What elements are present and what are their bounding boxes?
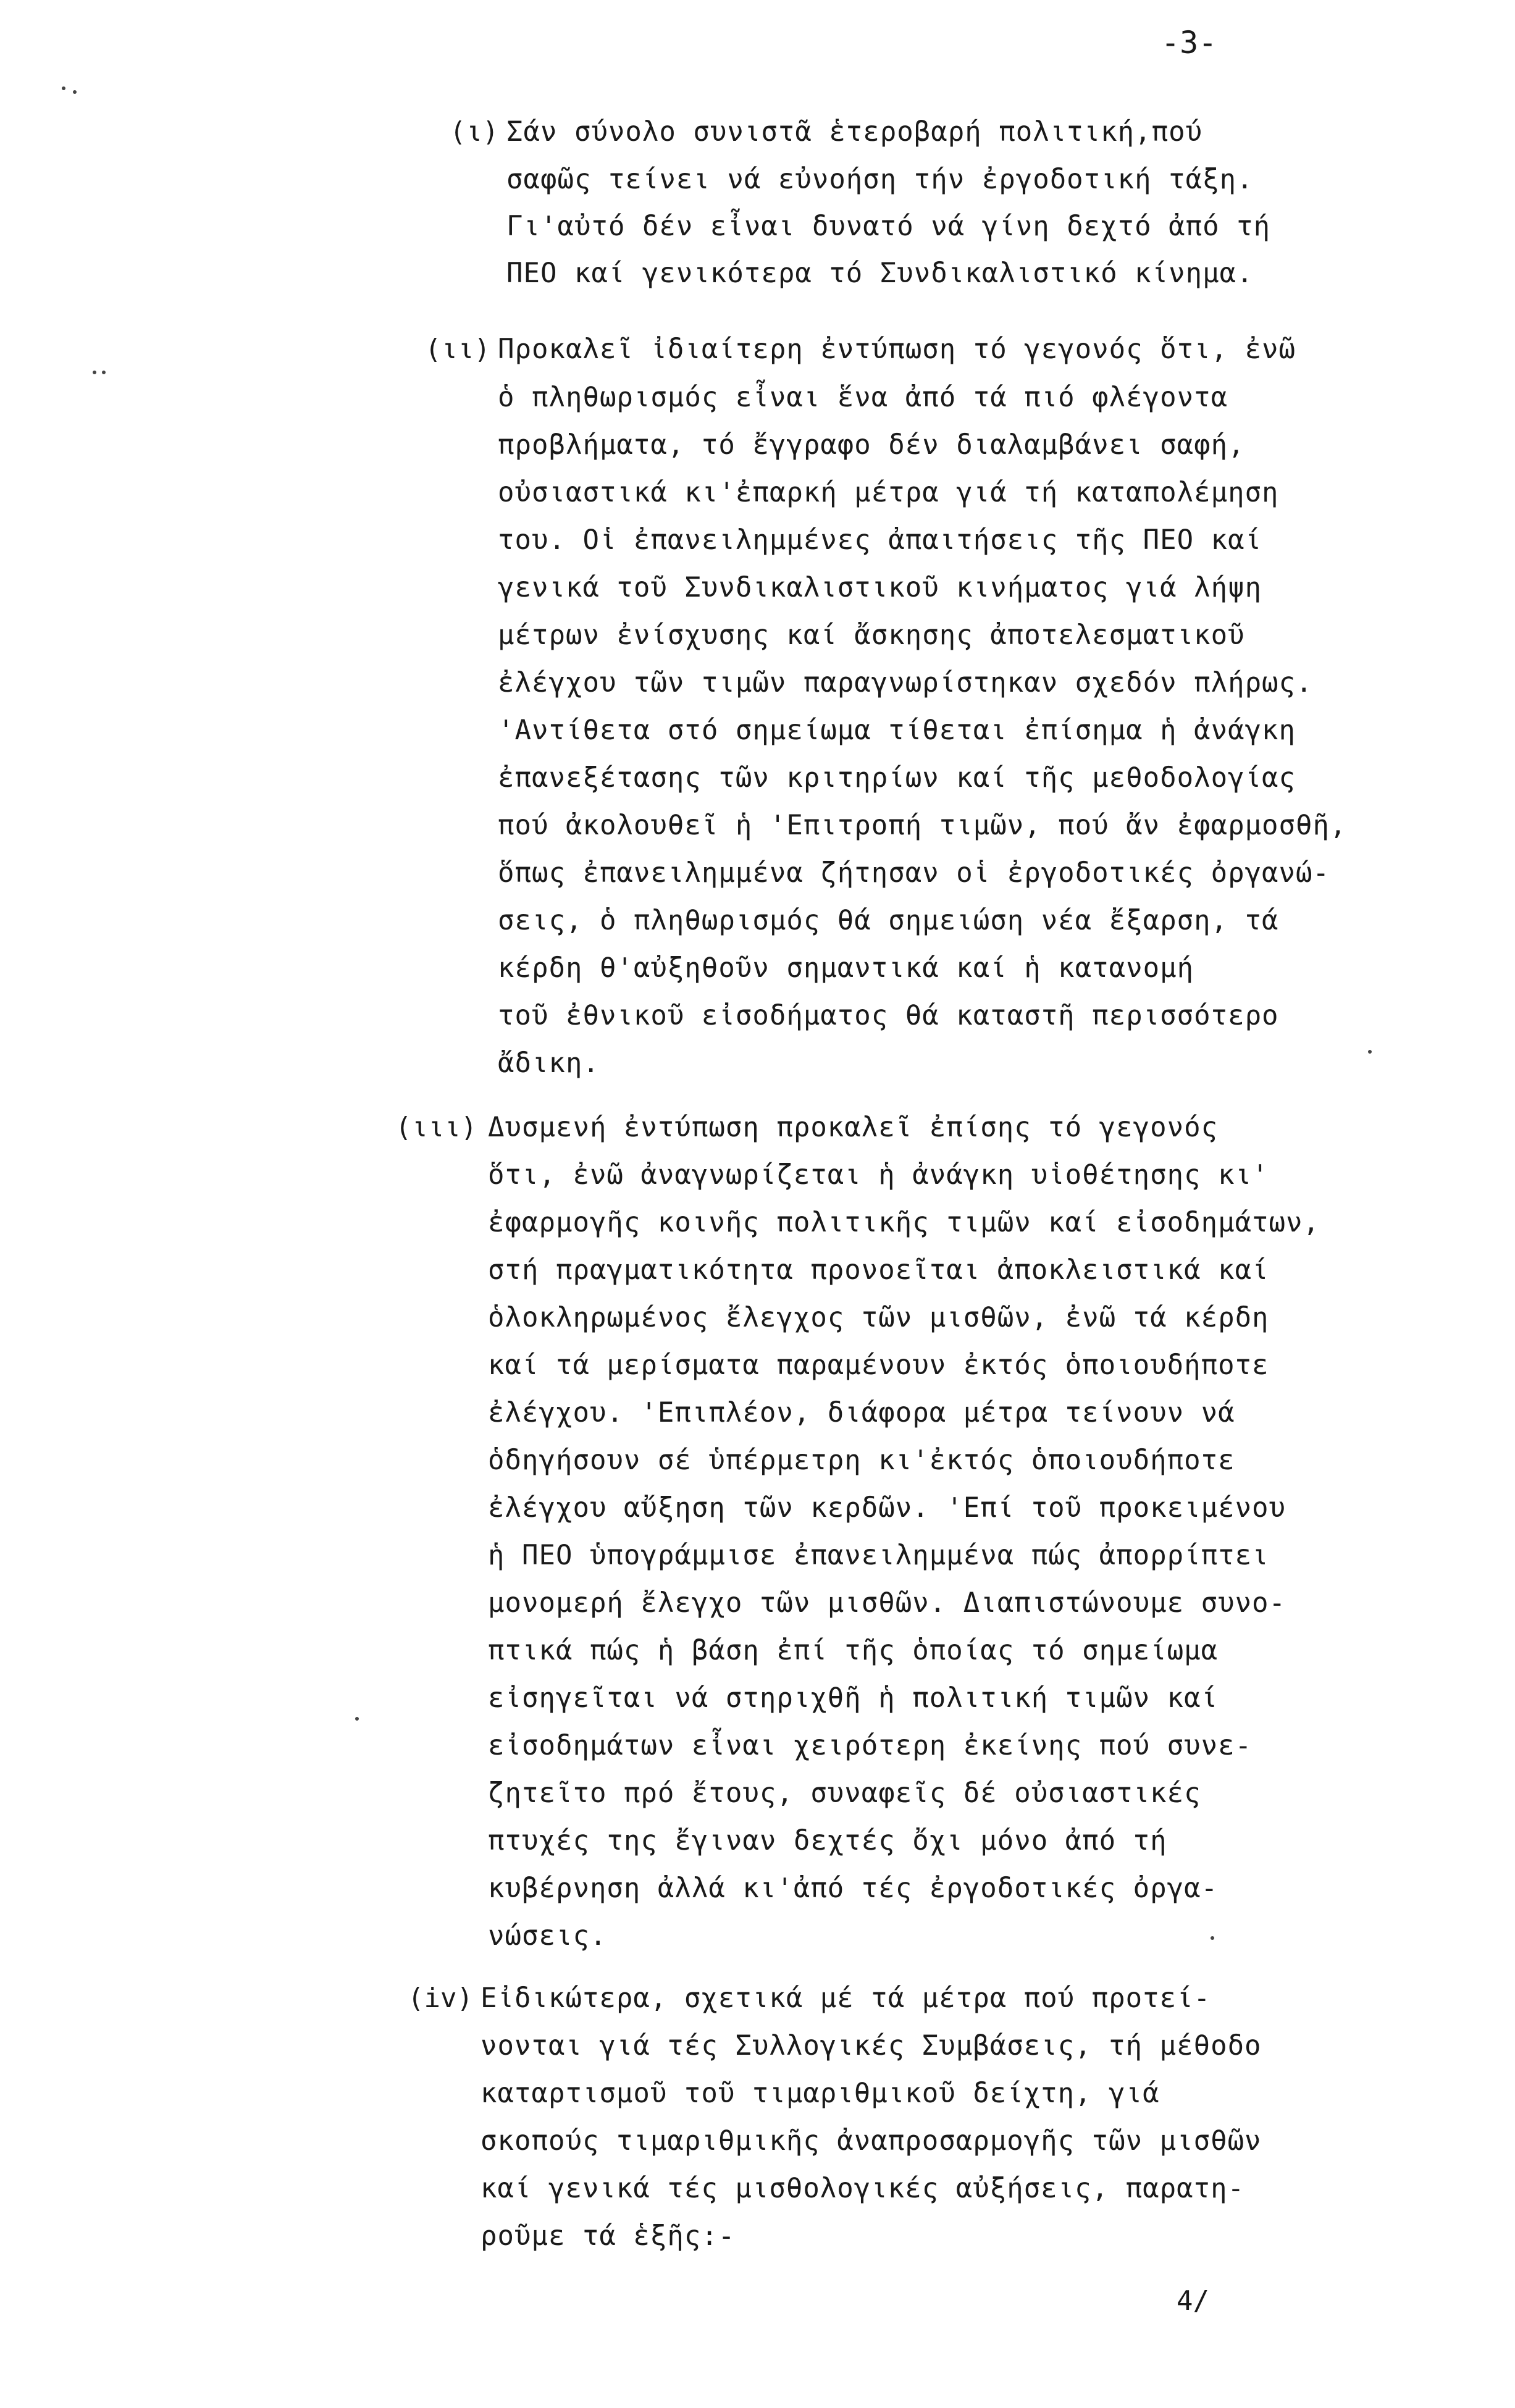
- section-marker: (ι): [450, 116, 499, 148]
- text-line: ροῦμε τά ἑξῆς:-: [481, 2220, 736, 2252]
- text-line: ἄδικη.: [498, 1047, 600, 1079]
- text-line: ἐλέγχου. 'Επιπλέον, διάφορα μέτρα τείνουν νά: [488, 1397, 1235, 1428]
- text-line: Γι'αὐτό δέν εἶναι δυνατό νά γίνη δεχτό ἀπό τή: [506, 211, 1271, 242]
- text-line: ὅπως ἐπανειλημμένα ζήτησαν οἱ ἐργοδοτικές ὀργανώ-: [498, 857, 1330, 889]
- text-line: πού ἀκολουθεῖ ἡ 'Επιτροπή τιμῶν, πού ἄν ἐφαρμοσθῆ,: [498, 810, 1347, 841]
- text-line: Προκαλεῖ ἰδιαίτερη ἐντύπωση τό γεγονός ὅτι, ἐνῶ: [498, 334, 1296, 365]
- scan-speck: [102, 371, 106, 374]
- text-line: γενικά τοῦ Συνδικαλιστικοῦ κινήματος γιά λήψη: [498, 572, 1262, 603]
- text-line: τοῦ ἐθνικοῦ εἰσοδήματος θά καταστῆ περισσότερο: [498, 1000, 1279, 1031]
- text-line: οὐσιαστικά κι'ἐπαρκή μέτρα γιά τή καταπολέμηση: [498, 477, 1279, 508]
- text-line: νονται γιά τές Συλλογικές Συμβάσεις, τή μέθοδο: [481, 2030, 1262, 2062]
- text-line: Εἰδικώτερα, σχετικά μέ τά μέτρα πού προτεί-: [481, 1982, 1211, 2014]
- text-line: ἐλέγχου τῶν τιμῶν παραγνωρίστηκαν σχεδόν πλήρως.: [498, 667, 1313, 698]
- text-line: μέτρων ἐνίσχυσης καί ἄσκησης ἀποτελεσματικοῦ: [498, 619, 1245, 651]
- text-line: 'Αντίθετα στό σημείωμα τίθεται ἐπίσημα ἡ ἀνάγκη: [498, 715, 1296, 746]
- text-line: κέρδη θ'αὐξηθοῦν σημαντικά καί ἡ κατανομή: [498, 952, 1194, 984]
- text-line: εἰσηγεῖται νά στηριχθῆ ἡ πολιτική τιμῶν καί: [488, 1682, 1219, 1714]
- section-marker: (ιιι): [395, 1112, 477, 1143]
- page-number: -3-: [1161, 25, 1217, 61]
- text-line: πτικά πώς ἡ βάση ἐπί τῆς ὁποίας τό σημείωμα: [488, 1635, 1219, 1666]
- text-line: εἰσοδημάτων εἶναι χειρότερη ἐκείνης πού συνε-: [488, 1730, 1253, 1761]
- continuation-page-ref: 4/: [1177, 2285, 1209, 2317]
- text-line: ἐφαρμογῆς κοινῆς πολιτικῆς τιμῶν καί εἰσοδημάτων,: [488, 1207, 1320, 1238]
- text-line: σεις, ὁ πληθωρισμός θά σημειώση νέα ἔξαρση, τά: [498, 905, 1279, 936]
- text-line: σκοπούς τιμαριθμικῆς ἀναπροσαρμογῆς τῶν μισθῶν: [481, 2125, 1262, 2157]
- text-line: του. Οἱ ἐπανειλημμένες ἀπαιτήσεις τῆς ΠΕΟ καί: [498, 524, 1262, 556]
- text-line: ἐπανεξέτασης τῶν κριτηρίων καί τῆς μεθοδολογίας: [498, 762, 1296, 794]
- text-line: σαφῶς τείνει νά εὐνοήση τήν ἐργοδοτική τάξη.: [506, 164, 1254, 195]
- scan-speck: [93, 371, 96, 374]
- text-line: μονομερή ἔλεγχο τῶν μισθῶν. Διαπιστώνουμε συνο-: [488, 1587, 1286, 1619]
- text-line: προβλήματα, τό ἔγγραφο δέν διαλαμβάνει σαφή,: [498, 429, 1245, 461]
- scan-speck: [62, 86, 65, 90]
- text-line: καταρτισμοῦ τοῦ τιμαριθμικοῦ δείχτη, γιά: [481, 2078, 1160, 2109]
- scan-speck: [1368, 1050, 1372, 1054]
- text-line: ἡ ΠΕΟ ὑπογράμμισε ἐπανειλημμένα πώς ἀπορρίπτει: [488, 1540, 1269, 1571]
- text-line: καί γενικά τές μισθολογικές αὐξήσεις, παρατη-: [481, 2173, 1245, 2204]
- text-line: ὅτι, ἐνῶ ἀναγνωρίζεται ἡ ἀνάγκη υἱοθέτησης κι': [488, 1159, 1269, 1191]
- scan-speck: [355, 1717, 359, 1721]
- text-line: καί τά μερίσματα παραμένουν ἐκτός ὁποιουδήποτε: [488, 1349, 1269, 1381]
- text-line: ζητεῖτο πρό ἔτους, συναφεῖς δέ οὐσιαστικές: [488, 1777, 1201, 1809]
- text-line: πτυχές της ἔγιναν δεχτές ὄχι μόνο ἀπό τή: [488, 1825, 1167, 1856]
- text-line: νώσεις.: [488, 1920, 607, 1952]
- text-line: ὁ πληθωρισμός εἶναι ἕνα ἀπό τά πιό φλέγοντα: [498, 382, 1228, 413]
- text-line: Σάν σύνολο συνιστᾶ ἑτεροβαρή πολιτική,πού: [506, 116, 1203, 148]
- text-line: ὁδηγήσουν σέ ὑπέρμετρη κι'ἐκτός ὁποιουδήποτε: [488, 1445, 1235, 1476]
- text-line: στή πραγματικότητα προνοεῖται ἀποκλειστικά καί: [488, 1254, 1269, 1286]
- scan-speck: [1211, 1936, 1214, 1940]
- text-line: ΠΕΟ καί γενικότερα τό Συνδικαλιστικό κίνημα.: [506, 258, 1254, 289]
- section-marker: (ιι): [425, 334, 490, 365]
- text-line: κυβέρνηση ἀλλά κι'ἀπό τές ἐργοδοτικές ὀργα-: [488, 1873, 1219, 1904]
- text-line: ὁλοκληρωμένος ἔλεγχος τῶν μισθῶν, ἐνῶ τά κέρδη: [488, 1302, 1269, 1333]
- scan-speck: [73, 90, 77, 94]
- text-line: Δυσμενή ἐντύπωση προκαλεῖ ἐπίσης τό γεγονός: [488, 1112, 1219, 1143]
- section-marker: (iv): [408, 1982, 473, 2014]
- text-line: ἐλέγχου αὔξηση τῶν κερδῶν. 'Επί τοῦ προκειμένου: [488, 1492, 1286, 1524]
